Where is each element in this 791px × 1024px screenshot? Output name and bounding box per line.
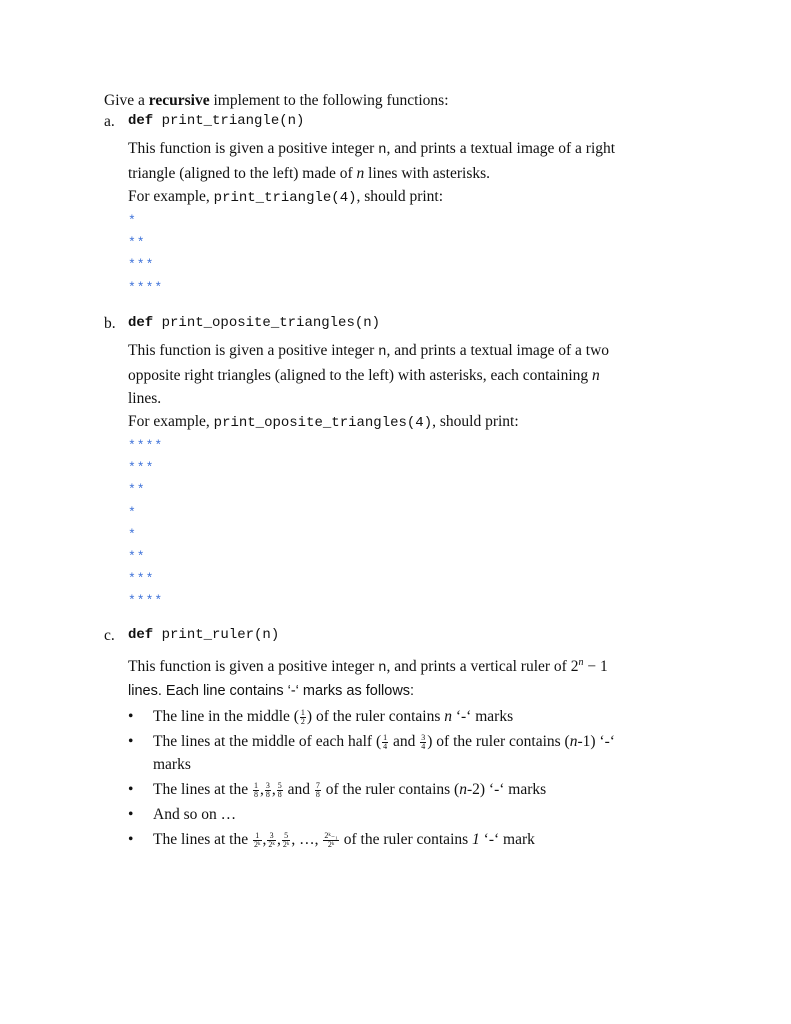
section-b-desc-line-1: This function is given a positive integer n, and prints a textual image of a two <box>128 342 610 360</box>
section-c-keyword: def <box>128 627 154 643</box>
fraction: $\frac{1}{\text{2ᵏ}}$ <box>254 831 261 850</box>
intro-bold: recursive <box>148 92 210 109</box>
output-line: * <box>128 504 137 520</box>
section-c <box>104 627 704 853</box>
list-item: • The lines at the $\frac{1}{8}$ , $\frac{3}{8}$ , $\frac{5}{8}$ and $\frac{7}{8}$ of the ruler contains (n-2) ‘-‘ marks <box>128 781 547 800</box>
section-c-signature <box>128 627 279 643</box>
list-item: • The lines at the $\frac{1}{\text{2ᵏ}}$ , $\frac{3}{\text{2ᵏ}}$ , $\frac{5}{\text{2ᵏ}}$ , …, $\frac{\text{2ᵏ₋₁}}{\text{2ᵏ}}$ of the ruler contains 1 ‘-‘ mark <box>128 831 535 850</box>
fraction: $\frac{5}{8}$ <box>277 781 282 800</box>
section-b-letter: b. <box>104 315 116 332</box>
intro-suffix: implement to the following functions: <box>209 92 449 109</box>
section-a-keyword: def <box>128 113 154 129</box>
section-c-body <box>128 651 704 851</box>
section-a-heading <box>104 113 704 135</box>
list-item: • The lines at the middle of each half ( $\frac{1}{4}$ and $\frac{3}{4}$ ) of the ruler contains (n-1) ‘-‘ marks <box>128 733 615 774</box>
section-c-letter: c. <box>104 627 115 644</box>
section-b-body <box>128 339 704 613</box>
section-b <box>104 315 704 613</box>
output-line: **** <box>128 593 164 609</box>
section-a-letter: a. <box>104 113 115 130</box>
fraction: $\frac{5}{\text{2ᵏ}}$ <box>282 831 290 850</box>
fraction: $\frac{1}{2}$ <box>300 708 305 727</box>
section-b-example: For example, print_oposite_triangles(4), should print: <box>128 413 519 431</box>
fraction: $\frac{\text{2ᵏ₋₁}}{\text{2ᵏ}}$ <box>324 831 338 850</box>
section-b-heading <box>104 315 704 337</box>
section-a-desc-line-2: triangle (aligned to the left) made of n lines with asterisks. <box>128 165 491 182</box>
output-line: ** <box>128 235 146 251</box>
section-c-func: print_ruler(n) <box>153 627 280 643</box>
fraction: $\frac{3}{\text{2ᵏ}}$ <box>268 831 275 850</box>
section-a-signature <box>128 113 304 129</box>
section-b-output <box>128 435 704 613</box>
section-a-output <box>128 210 704 299</box>
section-b-keyword: def <box>128 315 154 331</box>
output-line: * <box>128 213 137 228</box>
section-b-signature <box>128 315 380 331</box>
intro-prefix: Give a <box>104 92 149 109</box>
output-line: **** <box>128 279 164 295</box>
section-a-example: For example, print_triangle(4), should print: <box>128 188 444 206</box>
section-a <box>104 113 704 299</box>
output-line: *** <box>128 571 155 587</box>
fraction: $\frac{1}{4}$ <box>383 733 388 752</box>
list-item: • The line in the middle ( $\frac{1}{2}$ ) of the ruler contains n ‘-‘ marks <box>128 708 514 727</box>
fraction: $\frac{7}{8}$ <box>315 781 320 800</box>
section-a-body <box>128 137 704 299</box>
section-a-func: print_triangle(n) <box>153 113 305 129</box>
section-c-desc-line-2: lines. Each line contains ‘-‘ marks as follows: <box>128 683 415 700</box>
fraction: $\frac{1}{8}$ <box>254 781 258 800</box>
list-item: • And so on … <box>128 806 237 824</box>
section-c-heading <box>104 627 704 649</box>
section-a-desc-line-1: This function is given a positive integer n, and prints a textual image of a right <box>128 140 616 158</box>
ruler-rules-list <box>128 705 704 851</box>
section-b-desc-line-2: opposite right triangles (aligned to the left) with asterisks, each containing n <box>128 367 600 384</box>
fraction: $\frac{3}{8}$ <box>265 781 270 800</box>
section-c-desc-line-1: This function is given a positive integer n, and prints a vertical ruler of $2^n - 1$ <box>128 657 608 677</box>
fraction: $\frac{3}{4}$ <box>421 733 426 752</box>
section-b-desc-line-3: lines. <box>128 390 162 407</box>
output-line: *** <box>128 257 155 273</box>
intro-line <box>104 92 449 110</box>
output-line: ** <box>128 548 146 564</box>
output-line: *** <box>128 460 155 476</box>
output-line: * <box>128 526 137 542</box>
output-line: ** <box>128 482 146 498</box>
output-line: **** <box>128 438 164 453</box>
section-b-func: print_oposite_triangles(n) <box>153 315 381 331</box>
